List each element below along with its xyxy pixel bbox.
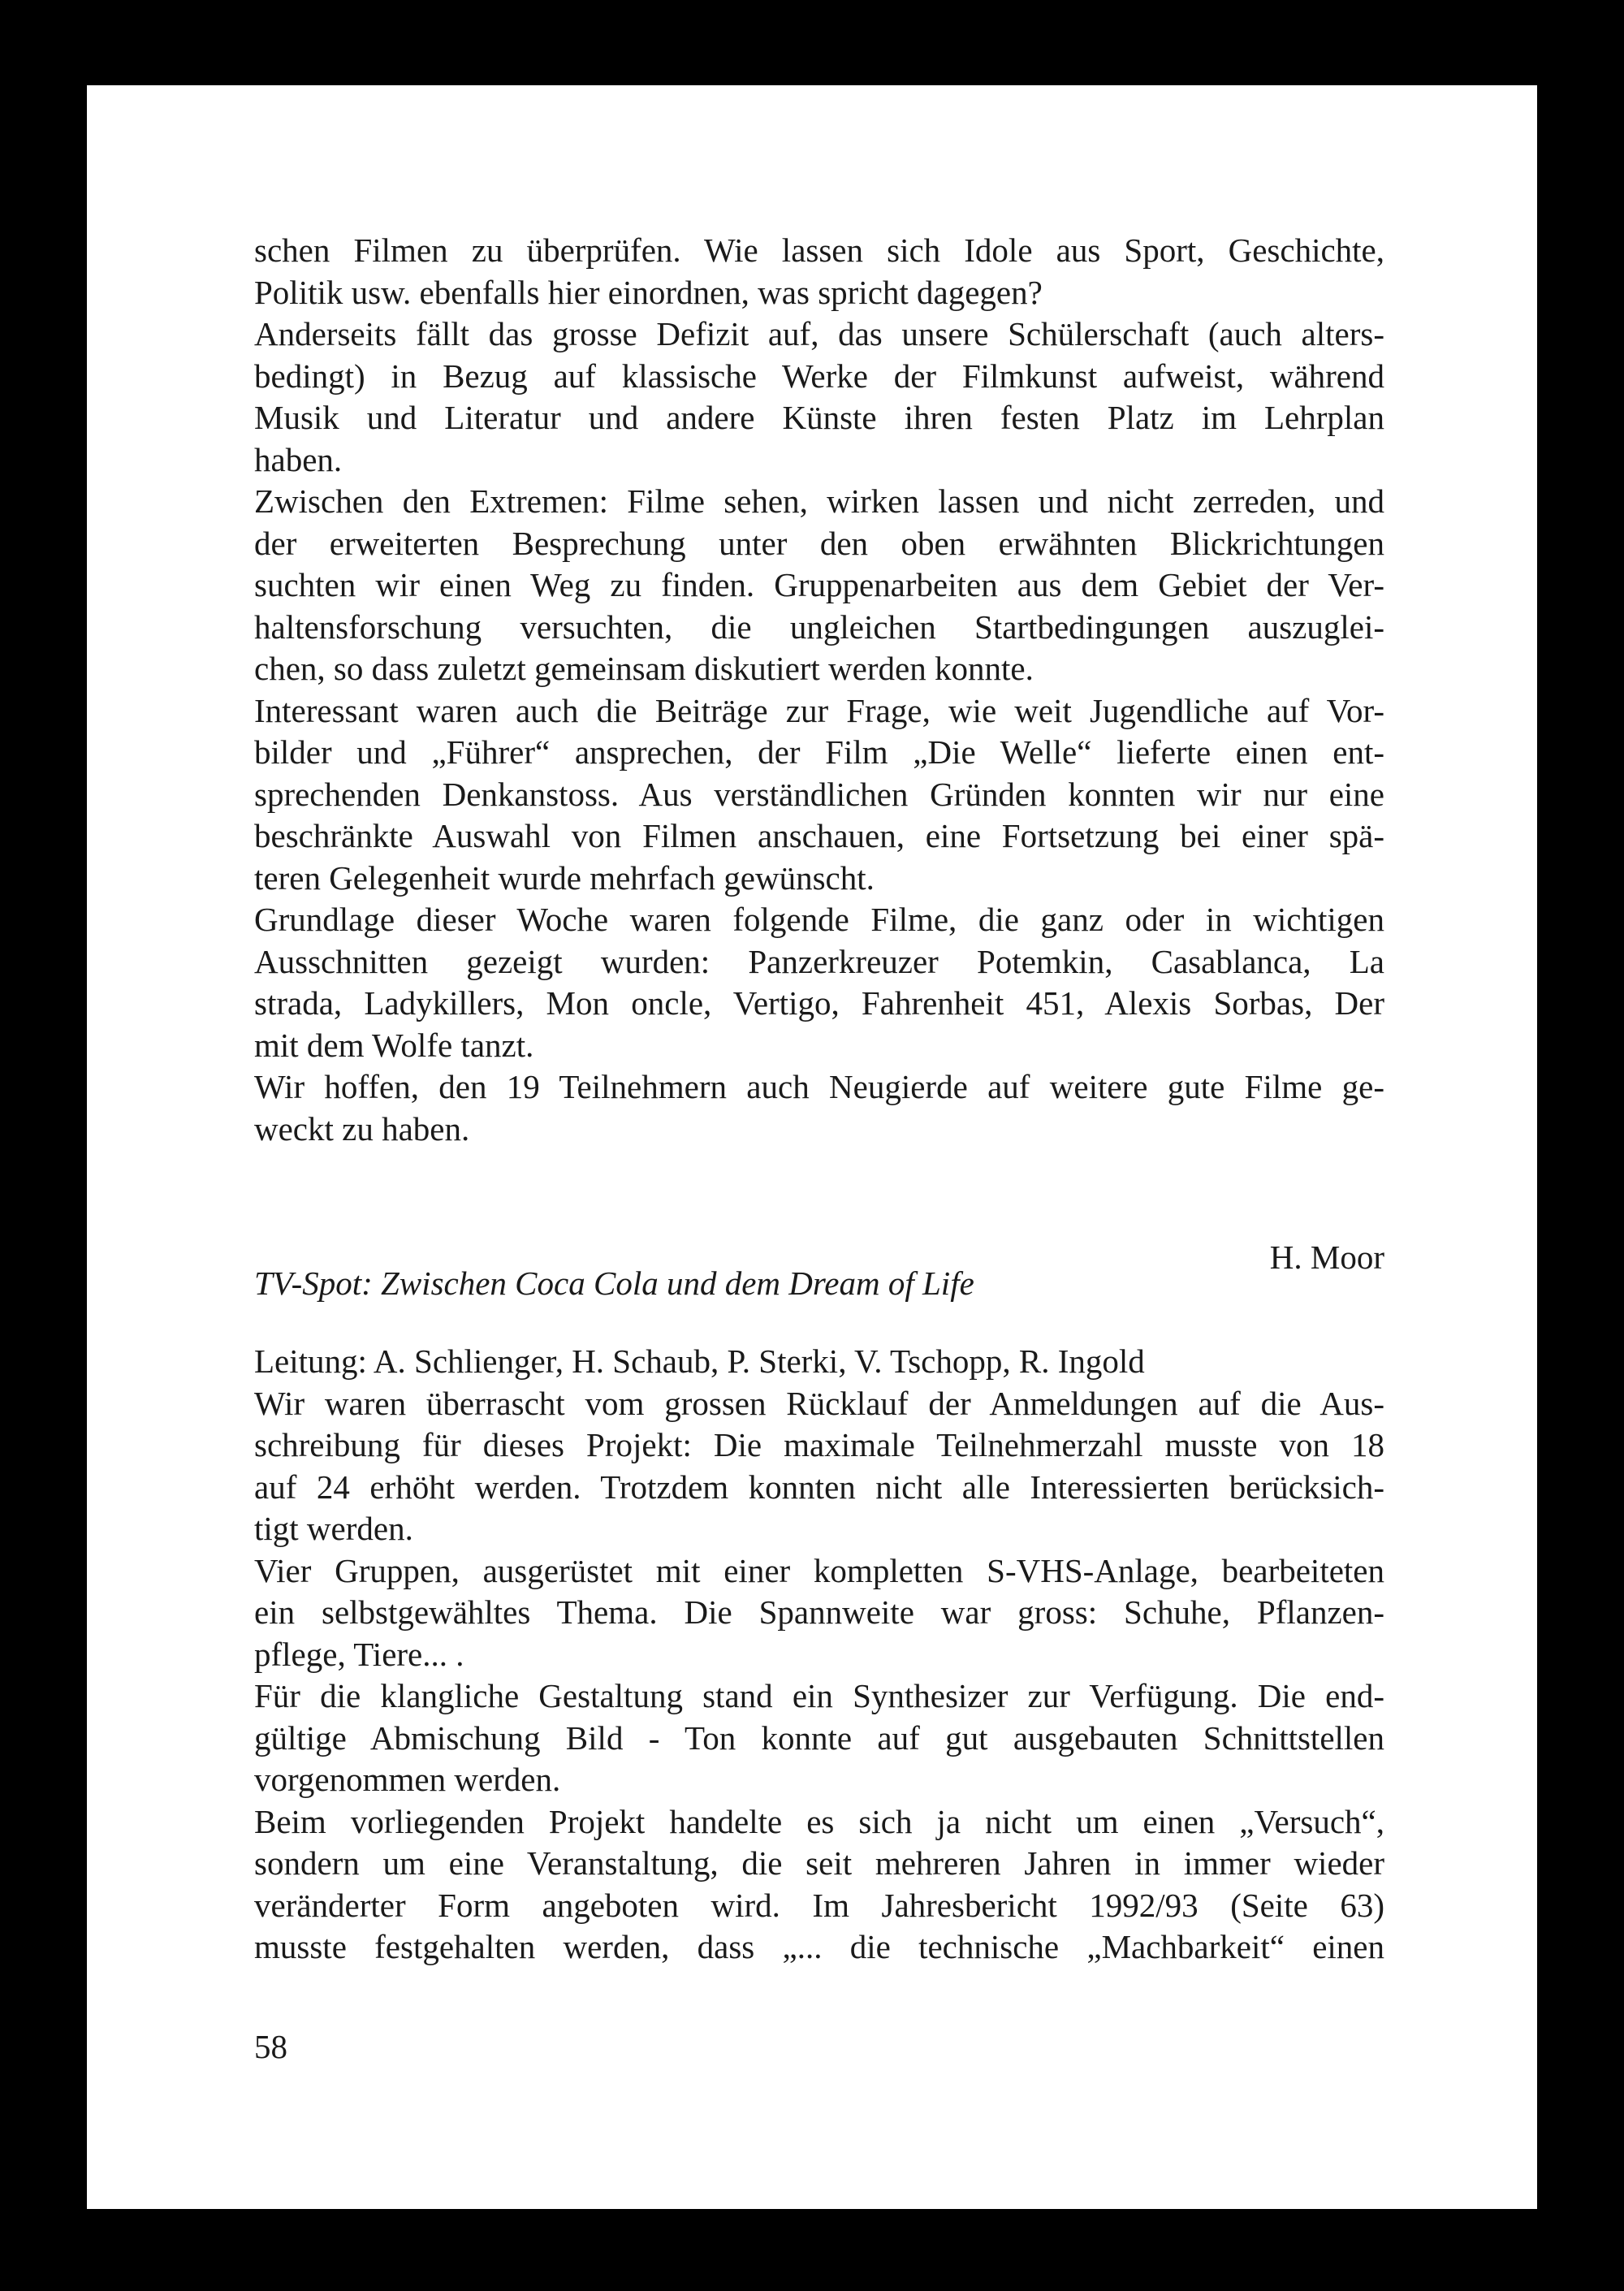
text-line: tigt werden. (254, 1510, 413, 1547)
text-line: Vier Gruppen, ausgerüstet mit einer kompletten S-VHS-Anlage, bearbeiteten (254, 1551, 1384, 1589)
text-line: Musik und Literatur und andere Künste ihren festen Platz im Lehrplan (254, 399, 1384, 436)
section-heading: TV-Spot: Zwischen Coca Cola und dem Dream of Life (254, 1264, 974, 1302)
text-line: Beim vorliegenden Projekt handelte es sich ja nicht um einen „Versuch“, (254, 1802, 1384, 1840)
text-line: haltensforschung versuchten, die ungleichen Startbedingungen auszuglei- (254, 607, 1384, 646)
text-line: teren Gelegenheit wurde mehrfach gewünscht. (254, 858, 875, 897)
text-line: beschränkte Auswahl von Filmen anschauen, eine Fortsetzung bei einer spä- (254, 817, 1384, 854)
text-line: der erweiterten Besprechung unter den oben erwähnten Blickrichtungen (254, 524, 1384, 562)
text-line: Interessant waren auch die Beiträge zur Frage, wie weit Jugendliche auf Vor- (254, 691, 1384, 729)
text-line: bedingt) in Bezug auf klassische Werke der Filmkunst aufweist, während (254, 357, 1384, 395)
text-line: strada, Ladykillers, Mon oncle, Vertigo, Fahrenheit 451, Alexis Sorbas, Der (254, 984, 1384, 1022)
text-line: sprechenden Denkanstoss. Aus verständlichen Gründen konnten wir nur eine (254, 775, 1384, 813)
page-number: 58 (254, 2028, 287, 2065)
text-line: musste festgehalten werden, dass „... die technische „Machbarkeit“ einen (254, 1928, 1384, 1965)
text-line: Anderseits fällt das grosse Defizit auf, das unsere Schülerschaft (auch alters- (254, 315, 1384, 352)
document-page (87, 85, 1537, 2209)
text-line: suchten wir einen Weg zu finden. Gruppenarbeiten aus dem Gebiet der Ver- (254, 566, 1384, 603)
text-line: pflege, Tiere... . (254, 1635, 464, 1673)
text-line: ein selbstgewähltes Thema. Die Spannweite war gross: Schuhe, Pflanzen- (254, 1593, 1384, 1631)
text-line: veränderter Form angeboten wird. Im Jahresbericht 1992/93 (Seite 63) (254, 1886, 1384, 1924)
text-line: gültige Abmischung Bild - Ton konnte auf gut ausgebauten Schnittstellen (254, 1718, 1384, 1757)
text-line: weckt zu haben. (254, 1109, 470, 1148)
text-line: vorgenommen werden. (254, 1761, 561, 1798)
text-line: sondern um eine Veranstaltung, die seit mehreren Jahren in immer wieder (254, 1844, 1384, 1882)
text-line: Wir waren überrascht vom grossen Rücklauf der Anmeldungen auf die Aus- (254, 1384, 1384, 1422)
text-line: Politik usw. ebenfalls hier einordnen, was spricht dagegen? (254, 273, 1043, 311)
text-line: schen Filmen zu überprüfen. Wie lassen sich Idole aus Sport, Geschichte, (254, 231, 1384, 269)
text-line: Zwischen den Extremen: Filme sehen, wirken lassen und nicht zerreden, und (254, 482, 1384, 520)
text-line: Wir hoffen, den 19 Teilnehmern auch Neugierde auf weitere gute Filme ge- (254, 1068, 1384, 1105)
text-line: haben. (254, 440, 343, 478)
text-line: schreibung für dieses Projekt: Die maximale Teilnehmerzahl musste von 18 (254, 1426, 1384, 1463)
author-signature: H. Moor (1269, 1238, 1384, 1276)
text-line: Leitung: A. Schlienger, H. Schaub, P. Sterki, V. Tschopp, R. Ingold (254, 1342, 1145, 1380)
text-line: Grundlage dieser Woche waren folgende Filme, die ganz oder in wichtigen (254, 901, 1384, 938)
text-line: Ausschnitten gezeigt wurden: Panzerkreuzer Potemkin, Casablanca, La (254, 942, 1384, 980)
text-line: chen, so dass zuletzt gemeinsam diskutiert werden konnte. (254, 650, 1034, 687)
text-line: Für die klangliche Gestaltung stand ein Synthesizer zur Verfügung. Die end- (254, 1677, 1384, 1714)
text-line: auf 24 erhöht werden. Trotzdem konnten nicht alle Interessierten berücksich- (254, 1468, 1384, 1506)
text-line: bilder und „Führer“ ansprechen, der Film „Die Welle“ lieferte einen ent- (254, 733, 1384, 771)
text-line: mit dem Wolfe tanzt. (254, 1026, 534, 1064)
